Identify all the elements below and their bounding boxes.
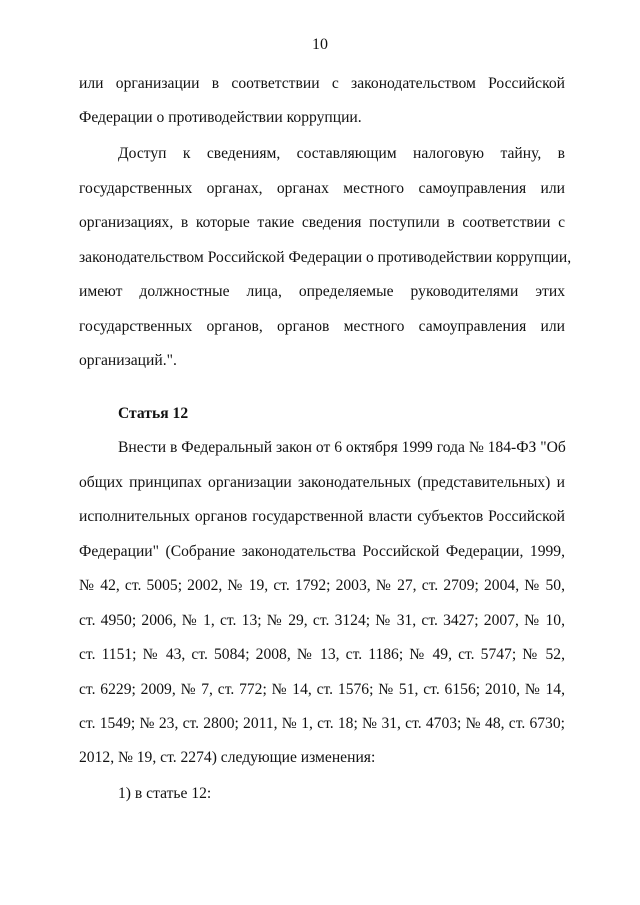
text-line: или организации в соответствии с законодательством Российской xyxy=(79,75,565,92)
text-line: 2012, № 19, ст. 2274) следующие изменения: xyxy=(79,749,376,766)
text-line: исполнительных органов государственной власти субъектов Российской xyxy=(79,508,565,525)
text-line: организаций.". xyxy=(79,352,177,369)
text-line: ст. 6229; 2009, № 7, ст. 772; № 14, ст. 1576; № 51, ст. 6156; 2010, № 14, xyxy=(79,681,565,698)
text-line: ст. 4950; 2006, № 1, ст. 13; № 29, ст. 3124; № 31, ст. 3427; 2007, № 10, xyxy=(79,612,565,629)
text-line: государственных органах, органах местного самоуправления или xyxy=(79,180,565,197)
text-line: законодательством Российской Федерации о противодействии коррупции, xyxy=(79,249,572,266)
text-line: № 42, ст. 5005; 2002, № 19, ст. 1792; 2003, № 27, ст. 2709; 2004, № 50, xyxy=(79,577,565,594)
text-line: имеют должностные лица, определяемые руководителями этих xyxy=(79,283,565,300)
list-item: 1) в статье 12: xyxy=(118,785,212,802)
text-line: ст. 1151; № 43, ст. 5084; 2008, № 13, ст. 1186; № 49, ст. 5747; № 52, xyxy=(79,646,565,663)
text-line: Доступ к сведениям, составляющим налоговую тайну, в xyxy=(118,145,565,162)
text-line: организациях, в которые такие сведения поступили в соответствии с xyxy=(79,214,565,231)
page-number: 10 xyxy=(312,36,328,53)
text-line: Федерации" (Собрание законодательства Российской Федерации, 1999, xyxy=(79,543,565,560)
text-line: Внести в Федеральный закон от 6 октября 1999 года № 184-ФЗ "Об xyxy=(118,439,566,456)
text-line: общих принципах организации законодательных (представительных) и xyxy=(79,474,565,491)
text-line: государственных органов, органов местного самоуправления или xyxy=(79,318,565,335)
text-line: ст. 1549; № 23, ст. 2800; 2011, № 1, ст. 18; № 31, ст. 4703; № 48, ст. 6730; xyxy=(79,715,565,732)
text-line: Федерации о противодействии коррупции. xyxy=(79,109,362,126)
article-heading: Статья 12 xyxy=(118,405,189,422)
